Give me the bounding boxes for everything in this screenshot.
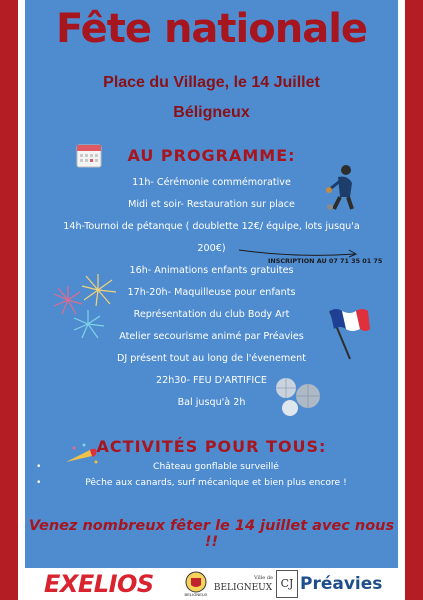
programme-item: 16h- Animations enfants gratuites [129, 265, 294, 276]
village-label: BELIGNEUX [213, 583, 273, 593]
fireworks-icon [48, 270, 120, 342]
programme-item: 14h-Tournoi de pétanque ( doublette 12€/ équipe, lots jusqu'a [63, 221, 360, 232]
left-red-stripe [0, 0, 18, 600]
petanque-player-icon [322, 163, 362, 211]
ville-beligneux-logo [213, 570, 273, 598]
programme-item: 200€) [197, 243, 226, 254]
programme-item: 11h- Cérémonie commémorative [132, 177, 291, 188]
programme-item: DJ présent tout au long de l'évenement [117, 353, 306, 364]
cj-label: CJ [280, 577, 294, 590]
programme-item: Représentation du club Body Art [133, 309, 290, 320]
location-line: Place du Village, le 14 Juillet [103, 74, 320, 91]
town-name: Béligneux [173, 104, 250, 121]
left-white-stripe [18, 0, 25, 600]
activite-text: Château gonflable surveillé [153, 461, 279, 472]
programme-item: 17h-20h- Maquilleuse pour enfants [127, 287, 296, 298]
exelios-logo: EXELIOS [44, 570, 154, 598]
activites-heading: ACTIVITÉS POUR TOUS: [96, 437, 327, 456]
preavies-logo: Préavies [300, 574, 383, 594]
programme-heading: AU PROGRAMME: [127, 146, 296, 165]
inscription-note: INSCRIPTION AU 07 71 35 01 75 [268, 257, 383, 265]
activite-item [36, 477, 396, 488]
right-red-stripe [405, 0, 423, 600]
disco-balls-icon [270, 372, 324, 418]
french-flag-icon [322, 303, 372, 361]
village-small-label: Ville de [253, 575, 273, 581]
bullet-icon: • [36, 461, 42, 472]
closing-message: Venez nombreux fêter le 14 juillet avec nous !! [28, 518, 395, 550]
bullet-icon: • [36, 477, 42, 488]
right-white-stripe [398, 0, 405, 600]
crest-label: BELIGNEUX [184, 592, 208, 597]
cj-logo [276, 570, 298, 598]
activite-item [36, 461, 396, 472]
programme-item: Atelier secourisme animé par Préavies [119, 331, 304, 342]
programme-item: Bal jusqu'à 2h [177, 397, 246, 408]
activite-text: Pêche aux canards, surf mécanique et bien plus encore ! [85, 477, 347, 488]
poster-title: Fête nationale [55, 6, 368, 52]
programme-item: 22h30- FEU D'ARTIFICE [155, 375, 267, 386]
programme-item: Midi et soir- Restauration sur place [128, 199, 295, 210]
